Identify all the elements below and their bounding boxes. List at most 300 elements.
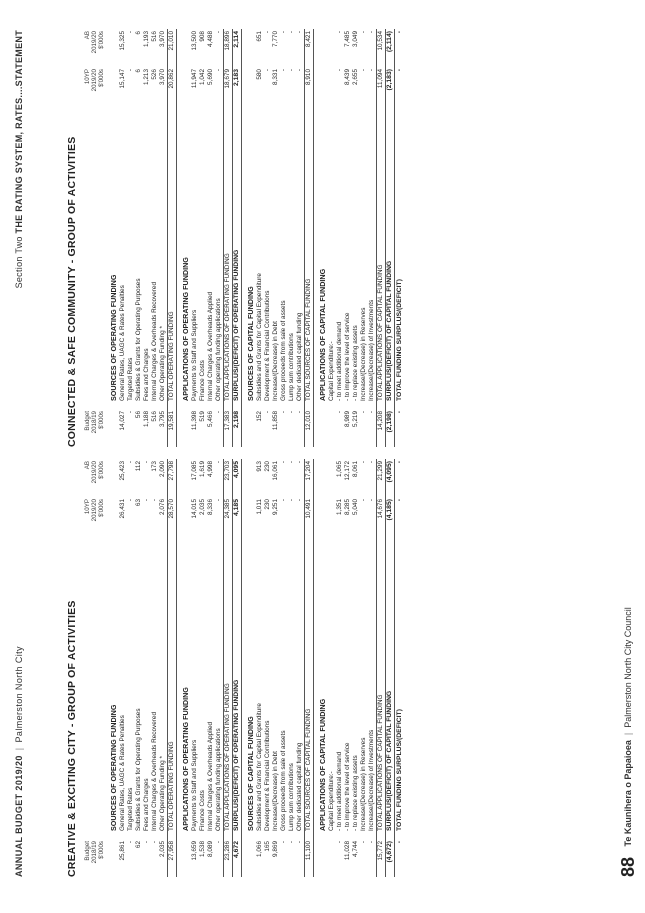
table-row [199,29,207,447]
empty-cell [177,839,192,877]
ab-2019-20-value: 21,299 [377,459,386,497]
surplus-row [233,459,242,877]
budget-2018-19-value: 516 [151,411,158,422]
line-item-label: SURPLUS/(DEFICIT) OF CAPITAL FUNDING [386,535,395,839]
ab-2019-20-value: 23,703 [224,459,233,497]
english-council-name: Palmerston North City Council [623,607,633,728]
table-row [328,29,336,447]
table-row [296,459,305,877]
ab-2019-20-value: - [215,461,222,464]
line-item-label: Fees and Charges [143,778,150,831]
budget-2018-19-value: 62 [135,841,142,849]
table-row [207,29,215,447]
line-item-label: Internal Charges & Overheads Applied [207,291,214,401]
ab-2019-20-value: 18,896 [224,29,233,67]
page-number: 88 [618,856,638,877]
table-row [280,29,288,447]
budget-2018-19-value: - [360,411,367,414]
table-row [127,29,135,447]
ltp-2019-20-value: 8,285 [344,499,351,515]
table-row [159,459,168,877]
budget-2018-19-value: 14,208 [377,409,386,447]
line-item-label: TOTAL OPERATING FUNDING [168,105,177,409]
section-header [14,30,24,288]
ltp-2019-20-value: 2,183 [233,67,242,105]
line-item-label: Development & Financial Contributions [264,720,271,831]
page-footer: 88 Te Kaunihera o Papaioea|Palmerston North City Council [618,607,638,877]
line-item-label: - to meet additional demand [336,751,343,831]
ab-2019-20-value: - [336,31,343,34]
ltp-2019-20-value: 9,251 [272,499,279,515]
table-row [344,459,352,877]
ab-2019-20-value: - [396,461,403,464]
table-row [151,29,159,447]
budget-2018-19-value: 11,100 [305,839,314,877]
ab-2019-20-value: 1,193 [143,31,150,47]
line-item-label: SURPLUS/(DEFICIT) OF OPERATING FUNDING [233,105,242,409]
ltp-2019-20-value: 11,947 [191,69,198,89]
ab-2019-20-value: 21,010 [168,29,177,67]
total-row [168,459,177,877]
table-row [272,459,280,877]
budget-2018-19-value: - [127,411,134,414]
ab-2019-20-value: - [127,31,134,34]
line-item-label: TOTAL FUNDING SURPLUS/(DEFICIT) [396,709,403,831]
budget-column-header: $'000s [98,411,105,430]
total-row [377,29,386,447]
budget-2018-19-value: 1,538 [199,841,206,857]
line-item-label: Other Operating Funding * [159,756,166,831]
ltp-2019-20-value: 8,331 [272,69,279,85]
table-row [135,29,143,447]
ltp-2019-20-value: 20,862 [168,67,177,105]
ab-column-header: AB [84,31,91,40]
ltp-2019-20-value: (2,183) [386,67,395,105]
ab-2019-20-value: - [368,461,375,464]
budget-2018-19-value [328,409,336,447]
ltp-2019-20-value: - [360,69,367,72]
line-item-label: - to improve the level of service [344,312,351,401]
budget-2018-19-value: - [215,841,222,844]
line-item-label: Targeted Rates [127,357,134,401]
empty-cell [242,839,257,877]
ltp-2019-20-value: - [215,499,222,502]
funding-impact-table [84,459,405,877]
ab-2019-20-value: - [368,31,375,34]
line-item-label: Internal Charges & Overheads Applied [207,721,214,831]
section-heading: SOURCES OF OPERATING FUNDING [109,274,118,401]
budget-2018-19-value: - [396,841,403,844]
section-heading: APPLICATIONS OF OPERATING FUNDING [181,257,190,401]
ab-2019-20-value: - [127,461,134,464]
ab-column-header: $'000s [98,461,105,480]
label-column-header [98,535,105,839]
table-row [288,29,296,447]
ab-2019-20-value: - [288,31,295,34]
ab-2019-20-value [328,459,336,497]
ltp-2019-20-value: 18,679 [224,67,233,105]
line-item-label: Finance Costs [199,360,206,401]
line-item-label: Subsidies & Grants for Operating Purposes [135,708,142,831]
budget-2018-19-value: (4,672) [386,839,395,877]
ltp-2019-20-value: 580 [256,69,263,80]
line-item-label: Increase/(Decrease) in Debt [272,321,279,401]
section-heading-row [242,459,257,877]
line-item-label: General Rates, UAGC & Rates Penalties [119,715,126,831]
ab-2019-20-value: 516 [151,31,158,42]
table-row [280,459,288,877]
budget-2018-19-value: - [288,841,295,844]
empty-cell [177,409,192,447]
section-heading: APPLICATIONS OF CAPITAL FUNDING [318,268,327,401]
column-header-row [84,29,91,447]
line-item-label: Lump sum contributions [288,763,295,831]
ltp-2019-20-value: - [368,69,375,72]
budget-2018-19-value: 4,744 [352,841,359,857]
budget-2018-19-value: - [368,411,375,414]
ltp-2019-20-value: 24,385 [224,497,233,535]
total-row [224,29,233,447]
budget-2018-19-value: - [280,411,287,414]
ab-2019-20-value: 3,970 [159,31,166,47]
ab-2019-20-value: (4,095) [386,459,395,497]
ab-2019-20-value: 913 [256,461,263,472]
label-column-header [91,535,98,839]
budget-column-header: 2018/19 [91,841,98,864]
line-item-label: - to improve the level of service [344,742,351,831]
budget-2018-19-value: 14,027 [119,411,126,431]
ab-2019-20-value: 13,500 [191,31,198,51]
connected-safe-community-statement [66,29,405,447]
ltp-column-header: 10YP [84,499,91,515]
line-item-label: TOTAL FUNDING SURPLUS/(DEFICIT) [396,279,403,401]
table-row [143,459,151,877]
table-row [256,459,264,877]
ab-2019-20-value: - [296,31,303,34]
ab-2019-20-value: 6 [135,31,142,35]
ltp-2019-20-value: - [368,499,375,502]
ltp-2019-20-value: - [280,499,287,502]
ltp-2019-20-value: 1,351 [336,499,343,515]
budget-2018-19-value: 8,089 [207,841,214,857]
ltp-2019-20-value: (4,185) [386,497,395,535]
section-heading-row [105,459,119,877]
budget-2018-19-value: 11,028 [344,841,351,861]
empty-cell [314,409,329,447]
ab-2019-20-value: (2,114) [386,29,395,67]
ltp-2019-20-value: 2,076 [159,499,166,515]
budget-column-header: 2018/19 [91,411,98,434]
budget-2018-19-value: - [296,411,303,414]
ab-2019-20-value: - [280,31,287,34]
ab-2019-20-value: 17,085 [191,461,198,481]
column-header-row [98,29,105,447]
table-row [127,459,135,877]
table-row [191,459,199,877]
ltp-2019-20-value: 1,042 [199,69,206,85]
ab-2019-20-value: 8,421 [305,29,314,67]
label-column-header [91,105,98,409]
total-row [168,29,177,447]
ltp-2019-20-value: 2,655 [352,69,359,85]
ab-column-header: AB [84,461,91,470]
ab-2019-20-value: 7,770 [272,31,279,47]
budget-column-header: $'000s [98,841,105,860]
ab-2019-20-value: 17,204 [305,459,314,497]
ltp-2019-20-value: 8,910 [305,67,314,105]
ltp-2019-20-value: - [280,69,287,72]
ab-column-header: $'000s [98,31,105,50]
total-row [305,459,314,877]
ab-2019-20-value: 27,798 [168,459,177,497]
budget-2018-19-value: 5,219 [352,411,359,427]
line-item-label: Increase/(Decrease) of Investments [368,729,375,831]
line-item-label: - to replace existing assets [352,755,359,831]
line-item-label: Increase/(Decrease) in Reserves [360,737,367,831]
line-item-label: TOTAL APPLICATIONS OF OPERATING FUNDING [224,535,233,839]
surplus-row [386,29,395,447]
ltp-2019-20-value: 3,970 [159,69,166,85]
ab-2019-20-value: 3,049 [352,31,359,47]
line-item-label: - to replace existing assets [352,325,359,401]
ab-2019-20-value: 2,114 [233,29,242,67]
line-item-label: Other Operating Funding * [159,326,166,401]
grand-row [395,29,406,447]
section-title: THE RATING SYSTEM, RATES....STATEMENT [14,30,24,234]
ab-2019-20-value: 112 [135,461,142,472]
table-row [215,459,224,877]
ltp-2019-20-value: - [360,499,367,502]
table-row [119,459,127,877]
ltp-2019-20-value [328,67,336,105]
budget-2018-19-value: 23,286 [224,839,233,877]
table-row [288,459,296,877]
line-item-label: Internal Charges & Overheads Recovered [151,711,158,831]
label-column-header [84,535,91,839]
ltp-2019-20-value: 526 [151,69,158,80]
line-item-label: Subsidies and Grants for Capital Expenditure [256,273,263,401]
table-row [143,29,151,447]
budget-2018-19-value: - [360,841,367,844]
line-item-label: Other operating funding applications [215,298,222,401]
ltp-2019-20-value: 1,213 [143,69,150,85]
budget-column-header: Budget [84,841,91,861]
ab-2019-20-value: 651 [256,31,263,42]
budget-2018-19-value: - [280,841,287,844]
budget-2018-19-value: - [336,841,343,844]
panel-title: CONNECTED & SAFE COMMUNITY - GROUP OF ACTIVITIES [66,136,78,447]
column-header-row [98,459,105,877]
document-title: ANNUAL BUDGET 2019/20 [14,755,24,877]
table-row [344,29,352,447]
line-item-label: Targeted Rates [127,787,134,831]
budget-2018-19-value: - [368,841,375,844]
grand-row [395,459,406,877]
section-heading: SOURCES OF CAPITAL FUNDING [246,286,255,401]
budget-2018-19-value: 15,772 [377,839,386,877]
ltp-2019-20-value: 28,570 [168,497,177,535]
section-heading-row [105,29,119,447]
total-row [377,459,386,877]
ltp-column-header: 2019/20 [91,499,98,522]
ab-2019-20-value: - [360,461,367,464]
column-header-row [84,459,91,877]
table-row [368,29,377,447]
section-heading-row [242,29,257,447]
ab-2019-20-value: 8,061 [352,461,359,477]
ab-2019-20-value: - [215,31,222,34]
budget-2018-19-value: 1,188 [143,411,150,427]
budget-2018-19-value: 12,010 [305,409,314,447]
ltp-2019-20-value: - [215,69,222,72]
funding-impact-table [84,29,405,447]
section-label: Section Two [14,236,24,289]
ltp-2019-20-value: - [264,69,271,72]
budget-2018-19-value: 13,659 [191,841,198,861]
ab-2019-20-value: 230 [264,461,271,472]
line-item-label: Other operating funding applications [215,728,222,831]
empty-cell [105,409,119,447]
ltp-2019-20-value: 5,040 [352,499,359,515]
budget-2018-19-value: 19,581 [168,409,177,447]
budget-2018-19-value: 9,869 [272,841,279,857]
ltp-2019-20-value: 1,011 [256,499,263,515]
line-item-label: SURPLUS/(DEFICIT) OF OPERATING FUNDING [233,535,242,839]
budget-2018-19-value: 17,383 [224,409,233,447]
ab-2019-20-value: - [296,461,303,464]
budget-2018-19-value: 5,466 [207,411,214,427]
table-row [191,29,199,447]
table-row [135,459,143,877]
budget-2018-19-value: 25,861 [119,841,126,861]
budget-2018-19-value: 2,035 [159,841,166,857]
table-row [368,459,377,877]
line-item-label: Gross proceeds from sale of assets [280,300,287,401]
line-item-label: Capital Expenditure:- [328,771,335,831]
table-row [352,459,360,877]
section-heading-row [177,29,192,447]
ltp-2019-20-value: 4,185 [233,497,242,535]
budget-2018-19-value: - [396,411,403,414]
ltp-2019-20-value: - [143,499,150,502]
table-row [360,459,368,877]
budget-2018-19-value: (2,198) [386,409,395,447]
budget-2018-19-value: 519 [199,411,206,422]
budget-2018-19-value: 3,795 [159,411,166,427]
line-item-label: Gross proceeds from sale of assets [280,730,287,831]
line-item-label: TOTAL APPLICATIONS OF CAPITAL FUNDING [377,535,386,839]
budget-2018-19-value: - [296,841,303,844]
section-heading: SOURCES OF OPERATING FUNDING [109,704,118,831]
line-item-label: - to meet additional demand [336,321,343,401]
ltp-2019-20-value: - [296,499,303,502]
table-row [264,459,272,877]
surplus-row [233,29,242,447]
total-row [305,29,314,447]
ab-2019-20-value: - [280,461,287,464]
ab-2019-20-value: 7,485 [344,31,351,47]
ab-2019-20-value: 12,172 [344,461,351,481]
ltp-column-header: $'000s [98,69,105,88]
column-header-row [91,29,98,447]
ab-2019-20-value: - [396,31,403,34]
ab-2019-20-value: - [143,461,150,464]
ltp-2019-20-value: - [288,499,295,502]
budget-2018-19-value: 11,858 [272,411,279,431]
budget-2018-19-value: - [143,841,150,844]
ab-2019-20-value: 1,065 [336,461,343,477]
line-item-label: TOTAL SOURCES OF CAPITAL FUNDING [305,105,314,409]
budget-2018-19-value: 8,989 [344,411,351,427]
line-item-label: TOTAL OPERATING FUNDING [168,535,177,839]
budget-2018-19-value: 152 [256,411,263,422]
line-item-label: Development & Financial Contributions [264,290,271,401]
ab-2019-20-value: 4,998 [207,461,214,477]
ltp-2019-20-value: 2,035 [199,499,206,515]
panel-title: CREATIVE & EXCITING CITY - GROUP OF ACTIVITIES [66,600,78,877]
line-item-label: General Rates, UAGC & Rates Penalties [119,285,126,401]
table-row [328,459,336,877]
budget-2018-19-value: - [264,411,271,414]
budget-2018-19-value: - [336,411,343,414]
table-row [360,29,368,447]
table-row [336,29,344,447]
ab-2019-20-value: 10,534 [377,29,386,67]
table-row [159,29,168,447]
budget-2018-19-value [328,839,336,877]
ab-column-header: 2019/20 [91,31,98,54]
budget-2018-19-value: 4,672 [233,839,242,877]
ltp-2019-20-value: - [336,69,343,72]
council-name: Palmerston North City [14,646,24,743]
ltp-2019-20-value: - [151,499,158,502]
budget-2018-19-value: 27,958 [168,839,177,877]
budget-2018-19-value: - [288,411,295,414]
ltp-2019-20-value [328,497,336,535]
line-item-label: Increase/(Decrease) in Debt [272,751,279,831]
table-row [119,29,127,447]
line-item-label: Internal Charges & Overheads Recovered [151,281,158,401]
ltp-2019-20-value: 6 [135,69,142,73]
ab-2019-20-value: - [288,461,295,464]
ab-2019-20-value: 4,488 [207,31,214,47]
ltp-2019-20-value: 8,439 [344,69,351,85]
table-row [199,459,207,877]
budget-2018-19-value: 2,198 [233,409,242,447]
line-item-label: Payments to Staff and Suppliers [191,739,198,831]
line-item-label: TOTAL APPLICATIONS OF OPERATING FUNDING [224,105,233,409]
section-heading-row [314,29,329,447]
table-row [336,459,344,877]
section-heading: SOURCES OF CAPITAL FUNDING [246,716,255,831]
section-heading: APPLICATIONS OF CAPITAL FUNDING [318,698,327,831]
ltp-2019-20-value: 5,690 [207,69,214,85]
ab-2019-20-value: 1,619 [199,461,206,477]
line-item-label: Capital Expenditure:- [328,341,335,401]
ab-2019-20-value [328,29,336,67]
ltp-2019-20-value: 14,676 [377,497,386,535]
ltp-2019-20-value: - [296,69,303,72]
line-item-label: Lump sum contributions [288,333,295,401]
table-row [272,29,280,447]
label-column-header [84,105,91,409]
creative-exciting-city-statement [66,459,405,877]
ltp-2019-20-value: - [127,499,134,502]
table-row [151,459,159,877]
line-item-label: Finance Costs [199,790,206,831]
ltp-column-header: 2019/20 [91,69,98,92]
empty-cell [105,839,119,877]
